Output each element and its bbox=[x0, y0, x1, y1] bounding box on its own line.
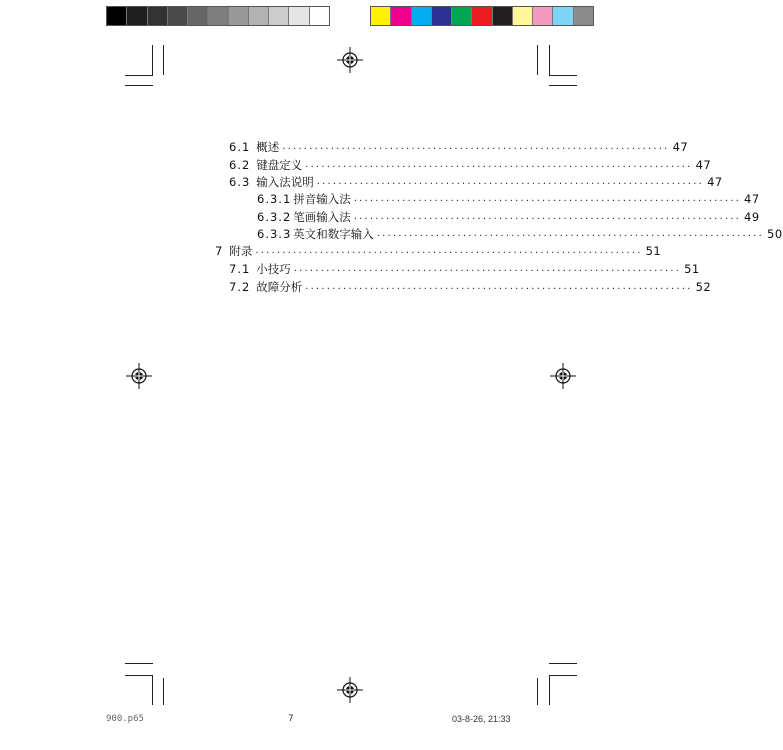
footer-timestamp: 03-8-26, 21:33 bbox=[452, 714, 511, 724]
toc-entry-title: 故障分析 bbox=[256, 280, 303, 294]
toc-entry[interactable] bbox=[229, 154, 712, 172]
toc-entry-number: 7.2 bbox=[229, 280, 251, 294]
toc-entry-number: 6.3 bbox=[229, 175, 251, 189]
footer-page-number: 7 bbox=[288, 714, 294, 724]
toc-leader-dots: ........................................................................ bbox=[305, 159, 693, 170]
toc-entry-page: 51 bbox=[645, 244, 662, 258]
toc-leader-dots: ........................................................................ bbox=[316, 176, 705, 187]
toc-leader-dots: ........................................................................ bbox=[305, 281, 693, 292]
toc-leader-dots: ........................................................................ bbox=[293, 263, 682, 274]
toc-leader-dots: ........................................................................ bbox=[353, 211, 742, 222]
toc-entry-number: 6.3.1 bbox=[257, 192, 292, 206]
toc-entry-page: 47 bbox=[707, 175, 723, 189]
toc-leader-dots: ........................................................................ bbox=[376, 228, 765, 239]
toc-entry-number: 6.2 bbox=[229, 158, 251, 172]
toc-entry[interactable] bbox=[229, 171, 723, 189]
toc-entry-page: 47 bbox=[672, 140, 689, 154]
toc-entry-number: 6.1 bbox=[229, 140, 251, 154]
toc-entry-title: 键盘定义 bbox=[256, 158, 303, 172]
toc-entry-page: 47 bbox=[744, 192, 760, 206]
toc-entry[interactable] bbox=[257, 206, 760, 224]
toc-entry[interactable] bbox=[215, 240, 662, 258]
toc-leader-dots: ........................................................................ bbox=[353, 193, 742, 204]
toc-entry-number: 6.3.3 bbox=[257, 227, 292, 241]
toc-entry-title: 小技巧 bbox=[256, 262, 291, 276]
toc-entry-number: 7 bbox=[215, 244, 224, 258]
toc-entry[interactable] bbox=[229, 136, 689, 154]
footer-filename: 900.p65 bbox=[106, 714, 144, 724]
toc-entry-page: 50 bbox=[767, 227, 783, 241]
toc-entry-page: 47 bbox=[695, 158, 712, 172]
toc-entry[interactable] bbox=[257, 188, 760, 206]
toc-entry-page: 49 bbox=[744, 210, 760, 224]
toc-entry-number: 7.1 bbox=[229, 262, 251, 276]
toc-entry-title: 概述 bbox=[256, 140, 280, 154]
toc-entry[interactable] bbox=[257, 223, 783, 241]
toc-entry-page: 51 bbox=[684, 262, 700, 276]
toc-entry-title: 笔画输入法 bbox=[293, 210, 351, 224]
toc-entry-number: 6.3.2 bbox=[257, 210, 292, 224]
toc-entry[interactable] bbox=[229, 258, 700, 276]
toc-entry[interactable] bbox=[229, 276, 712, 294]
toc-entry-title: 输入法说明 bbox=[256, 175, 314, 189]
toc-entry-title: 附录 bbox=[229, 244, 253, 258]
toc-entry-title: 拼音输入法 bbox=[293, 192, 351, 206]
toc-entry-title: 英文和数字输入 bbox=[293, 227, 374, 241]
toc-leader-dots: ........................................................................ bbox=[282, 141, 670, 152]
toc-entry-page: 52 bbox=[695, 280, 712, 294]
toc-leader-dots: ........................................................................ bbox=[255, 245, 643, 256]
